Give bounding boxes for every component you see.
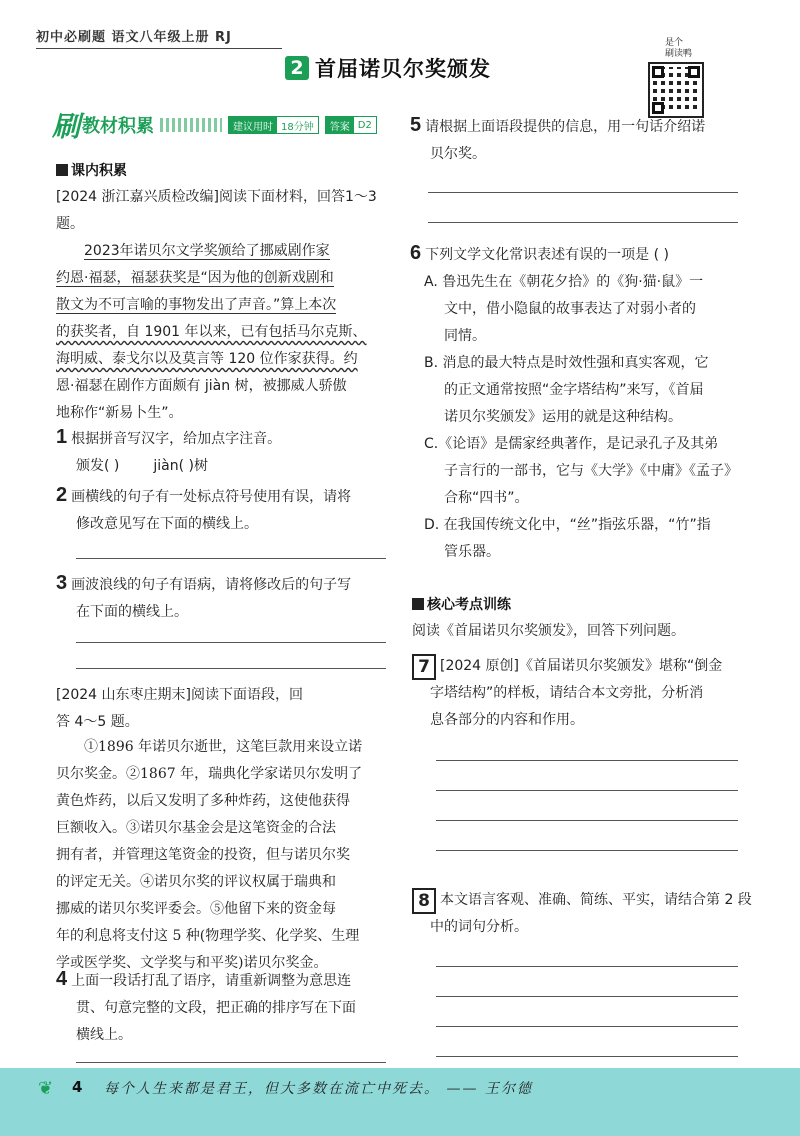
answer-line[interactable]	[436, 850, 738, 851]
answer-line[interactable]	[428, 222, 738, 223]
question-text: 画波浪线的句子有语病，请将修改后的句子写	[71, 577, 352, 593]
question-text: 根据拼音写汉字，给加点字注音。	[71, 431, 282, 447]
subhead-core	[412, 594, 511, 614]
option-d[interactable]	[410, 512, 760, 566]
passage-1-line: 的获奖者，自 1901 年以来，已有包括马尔克斯、	[56, 324, 367, 340]
passage-1-line: 海明威、泰戈尔以及莫言等 120 位作家获得。约	[56, 351, 358, 367]
option-d-line: 管乐器。	[444, 544, 500, 560]
header-divider	[36, 48, 282, 49]
question-6	[410, 240, 760, 566]
time-tag-key: 建议用时	[229, 117, 277, 133]
question-8	[412, 886, 762, 941]
intro-2-line: 答 4～5 题。	[56, 714, 139, 730]
passage-2-line: ①1896 年诺贝尔逝世，这笔巨款用来设立诺	[84, 739, 363, 755]
answer-line[interactable]	[436, 996, 738, 997]
passage-2-line: 黄色炸药，以后又发明了多种炸药，这使他获得	[56, 793, 350, 809]
answer-line[interactable]	[436, 760, 738, 761]
answer-line[interactable]	[436, 790, 738, 791]
option-b-line: 的正文通常按照“金字塔结构”来写，《首届	[444, 382, 704, 398]
question-number: 5	[410, 114, 422, 136]
answer-line[interactable]	[76, 1062, 386, 1063]
passage-2	[56, 734, 396, 977]
intro-3: 阅读《首届诺贝尔奖颁发》，回答下列问题。	[412, 623, 685, 639]
question-7	[412, 652, 752, 734]
option-c-line: 合称“四书”。	[444, 490, 529, 506]
answer-line[interactable]	[428, 192, 738, 193]
passage-2-line: 的评定无关。④诺贝尔奖的评议权属于瑞典和	[56, 874, 336, 890]
option-c[interactable]	[410, 431, 760, 512]
passage-1-line: 恩·福瑟在剧作方面颇有 jiàn 树，被挪威人骄傲	[56, 378, 347, 394]
question-text: 画横线的句子有一处标点符号使用有误，请将	[71, 489, 352, 505]
lesson-number: 2	[285, 56, 309, 80]
answer-tag-value: D2	[357, 119, 372, 131]
question-text-cont: 贝尔奖。	[430, 146, 486, 162]
question-text: 上面一段话打乱了语序，请重新调整为意思连	[71, 973, 352, 989]
question-text-cont: 在下面的横线上。	[76, 604, 188, 620]
answer-line[interactable]	[76, 668, 386, 669]
question-number-box: 8	[412, 888, 436, 914]
option-a[interactable]	[410, 269, 760, 350]
question-text: 下列文学文化常识表述有误的一项是 ( )	[425, 247, 669, 263]
q1-item-b: jiàn( )树	[153, 458, 208, 474]
question-number: 2	[56, 484, 68, 506]
passage-2-line: 挪威的诺贝尔奖评委会。⑤他留下来的资金每	[56, 901, 336, 917]
answer-line[interactable]	[76, 558, 386, 559]
intro-2-line: [2024 山东枣庄期末]阅读下面语段，回	[56, 687, 304, 703]
lesson-title-text: 首届诺贝尔奖颁发	[315, 57, 491, 81]
question-3	[56, 570, 396, 626]
answer-tag-key: 答案	[326, 117, 354, 133]
time-tag-value: 18分钟	[281, 121, 314, 133]
subhead-text: 核心考点训练	[427, 597, 511, 613]
q1-item-a: 颁发( )	[76, 458, 120, 474]
passage-1-line: 2023年诺贝尔文学奖颁给了挪威剧作家	[84, 243, 330, 259]
option-b-line: 诺贝尔奖颁发》运用的就是这种结构。	[444, 409, 682, 425]
question-number: 3	[56, 572, 68, 594]
passage-1-line: 地称作“新易卜生”。	[56, 405, 183, 421]
question-text-cont: 中的词句分析。	[430, 919, 528, 935]
section-banner	[52, 110, 377, 143]
banner-stripes	[160, 118, 222, 132]
passage-1	[56, 238, 396, 427]
answer-line[interactable]	[436, 820, 738, 821]
question-text-cont: 横线上。	[76, 1027, 132, 1043]
page-number: 4	[72, 1078, 83, 1096]
answer-line[interactable]	[76, 642, 386, 643]
option-b[interactable]	[410, 350, 760, 431]
option-a-line: A. 鲁迅先生在《朝花夕拾》的《狗·猫·鼠》一	[424, 274, 704, 290]
qr-label	[665, 38, 692, 60]
question-number: 6	[410, 242, 422, 264]
qr-code-icon[interactable]	[648, 62, 704, 118]
question-4	[56, 966, 396, 1049]
subhead-classroom	[56, 160, 127, 180]
passage-2-line: 贝尔奖金。②1867 年，瑞典化学家诺贝尔发明了	[56, 766, 363, 782]
qr-label-line1: 是个	[665, 38, 684, 48]
square-icon	[56, 164, 68, 176]
question-number-box: 7	[412, 654, 436, 680]
question-text: 请根据上面语段提供的信息，用一句话介绍诺	[425, 119, 706, 135]
subhead-text: 课内积累	[71, 163, 127, 179]
question-2	[56, 482, 396, 538]
time-tag	[228, 116, 319, 134]
square-icon	[412, 598, 424, 610]
qr-label-line2: 刷读鸭	[665, 49, 693, 59]
option-c-line: 子言行的一部书，它与《大学》《中庸》《孟子》	[444, 463, 738, 479]
section-char: 刷	[52, 110, 81, 143]
question-text: [2024 原创]《首届诺贝尔奖颁发》堪称“倒金	[440, 658, 723, 674]
section-title: 教材积累	[82, 116, 155, 137]
leaf-icon: ❦	[38, 1078, 54, 1099]
question-text-cont: 息各部分的内容和作用。	[430, 712, 584, 728]
passage-2-line: 拥有者，并管理这笔资金的投资，但与诺贝尔奖	[56, 847, 350, 863]
answer-tag	[325, 116, 377, 134]
passage-2-line: 巨额收入。③诺贝尔基金会是这笔资金的合法	[56, 820, 336, 836]
question-number: 4	[56, 968, 68, 990]
question-text-cont: 贯、句意完整的文段，把正确的排序写在下面	[76, 1000, 356, 1016]
passage-2-line: 学或医学奖、文学奖与和平奖)诺贝尔奖金。	[56, 955, 328, 971]
question-5	[410, 112, 750, 168]
option-a-line: 文中，借小隐鼠的故事表达了对弱小者的	[444, 301, 696, 317]
lesson-title	[285, 53, 491, 83]
question-1	[56, 424, 396, 480]
intro-2	[56, 682, 396, 736]
answer-line[interactable]	[436, 966, 738, 967]
intro-1: [2024 浙江嘉兴质检改编]阅读下面材料，回答1～3题。	[56, 189, 377, 232]
question-text-cont: 字塔结构”的样板，请结合本文旁批，分析消	[430, 685, 704, 701]
answer-line[interactable]	[436, 1026, 738, 1027]
passage-1-line: 散文为不可言喻的事物发出了声音。”算上本次	[56, 297, 337, 313]
option-b-line: B. 消息的最大特点是时效性强和真实客观，它	[424, 355, 709, 371]
answer-line[interactable]	[436, 1056, 738, 1057]
question-text-cont: 修改意见写在下面的横线上。	[76, 516, 258, 532]
option-d-line: D. 在我国传统文化中，“丝”指弦乐器，“竹”指	[424, 517, 711, 533]
passage-2-line: 年的利息将支付这 5 种(物理学奖、化学奖、生理	[56, 928, 360, 944]
footer-quote: 每个人生来都是君王，但大多数在流亡中死去。 —— 王尔德	[104, 1081, 533, 1097]
passage-1-line: 约恩·福瑟，福瑟获奖是“因为他的创新戏剧和	[56, 270, 334, 286]
question-text: 本文语言客观、准确、简练、平实，请结合第 2 段	[440, 892, 752, 908]
option-a-line: 同情。	[444, 328, 486, 344]
book-header: 初中必刷题 语文八年级上册 RJ	[36, 30, 232, 45]
question-number: 1	[56, 426, 68, 448]
option-c-line: C.《论语》是儒家经典著作，是记录孔子及其弟	[424, 436, 719, 452]
